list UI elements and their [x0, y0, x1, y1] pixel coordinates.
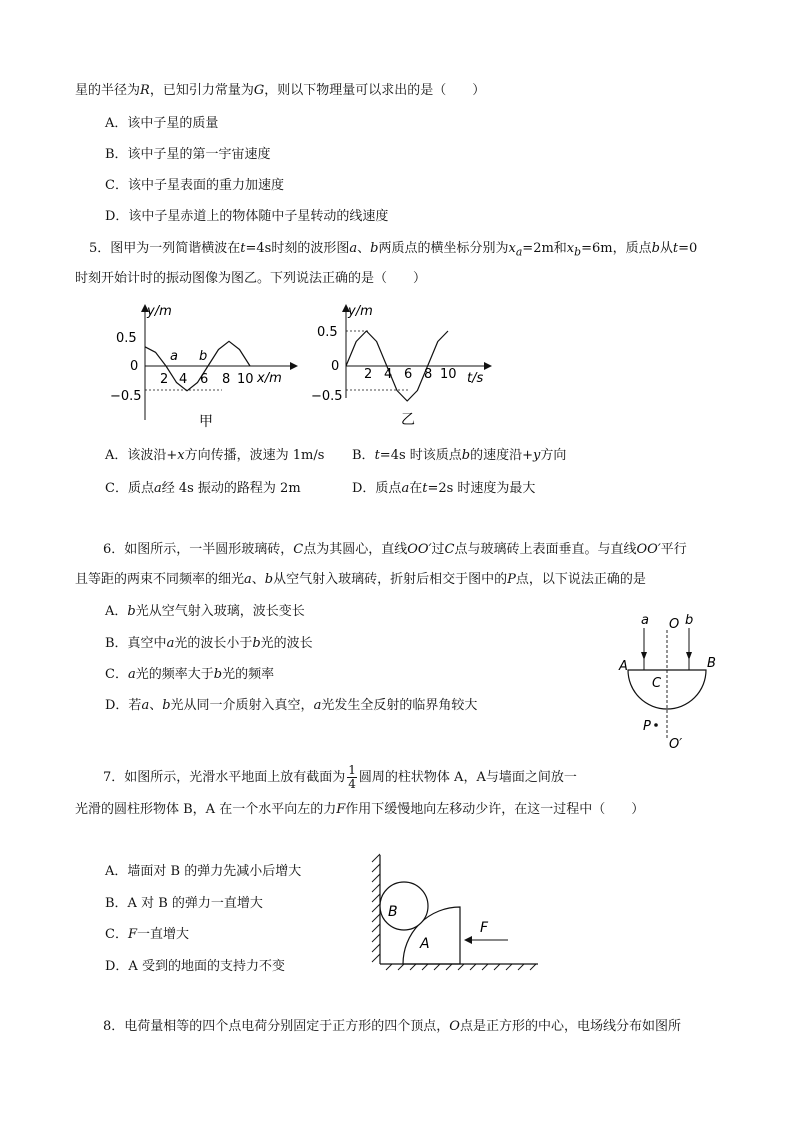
q6-option-d: D．若a、b光从同一介质射入真空，a光发生全反射的临界角较大: [105, 698, 478, 713]
label-A: A: [619, 659, 628, 674]
label-O-prime: O′: [669, 737, 683, 752]
y-tick-0.5: 0.5: [317, 325, 338, 340]
q4-option-d: D．该中子星赤道上的物体随中子星转动的线速度: [105, 209, 389, 224]
label-F: F: [480, 920, 489, 936]
x-tick-8: 8: [222, 372, 231, 387]
y-tick-0: 0: [331, 359, 340, 374]
y-tick--0.5: −0.5: [110, 389, 142, 404]
x-tick-6: 6: [200, 372, 209, 387]
q6-option-b: B．真空中a光的波长小于b光的波长: [105, 636, 313, 651]
y-tick--0.5: −0.5: [311, 389, 343, 404]
t-tick-10: 10: [440, 367, 457, 382]
y-axis-label: y/m: [147, 304, 172, 319]
x-tick-4: 4: [179, 372, 188, 387]
wall-hatching: [372, 854, 380, 962]
q6-stem-line2: 且等距的两束不同频率的细光a、b从空气射入玻璃砖，折射后相交于图中的P点，以下说法正确的是: [75, 572, 646, 587]
t-tick-6: 6: [404, 367, 413, 382]
label-A: A: [420, 936, 430, 952]
y-tick-0: 0: [130, 359, 139, 374]
q5-option-a: A．该波沿+x方向传播，波速为 1m/s: [105, 448, 325, 463]
label-b: b: [685, 613, 694, 628]
y-axis-label: y/m: [348, 304, 373, 319]
q7-stem-line1: 7．如图所示，光滑水平地面上放有截面为 $\frac{1}{4}$ 圆周的柱状物体 A，A与墙面之间放一: [103, 763, 577, 791]
q8-stem-line1: 8．电荷量相等的四个点电荷分别固定于正方形的四个顶点，O点是正方形的中心，电场线分布如图所: [103, 1019, 681, 1034]
label-B: B: [707, 656, 716, 671]
label-a: a: [641, 613, 649, 628]
ray-b-arrow: [686, 652, 692, 660]
q7-stem-line2: 光滑的圆柱形物体 B，A 在一个水平向左的力F作用下缓慢地向左移动少许，在这一过程中（ ）: [75, 802, 645, 817]
wall-cylinder-figure: [368, 850, 548, 975]
q7-option-d: D．A 受到的地面的支持力不变: [105, 959, 285, 974]
q6-stem-line1: 6．如图所示，一半圆形玻璃砖，C点为其圆心，直线OO′过C点与玻璃砖上表面垂直。与直线OO′平行: [103, 542, 687, 557]
x-axis-label: x/m: [257, 371, 282, 386]
fraction-one-quarter: $\frac{1}{4}$: [348, 763, 356, 791]
x-tick-2: 2: [160, 372, 169, 387]
t-axis-label: t/s: [467, 371, 484, 386]
force-f-arrowhead: [464, 936, 472, 944]
t-axis-arrow: [484, 362, 492, 370]
q5-option-c: C．质点a经 4s 振动的路程为 2m: [105, 481, 301, 496]
figure-caption-yi: 乙: [401, 412, 415, 428]
q7-option-c: C．F一直增大: [105, 927, 189, 942]
q4-stem-line: 星的半径为R，已知引力常量为G，则以下物理量可以求出的是（ ）: [75, 83, 486, 98]
ground-hatching: [386, 964, 536, 970]
vibration-figure-yi: [308, 298, 498, 430]
wave-figure-jia: [110, 298, 300, 430]
q6-option-a: A．b光从空气射入玻璃，波长变长: [105, 604, 305, 619]
point-b-label: b: [199, 349, 208, 364]
q6-option-c: C．a光的频率大于b光的频率: [105, 667, 275, 682]
point-p-dot: [654, 723, 658, 727]
q7-option-b: B．A 对 B 的弹力一直增大: [105, 896, 263, 911]
q4-option-b: B．该中子星的第一宇宙速度: [105, 147, 271, 162]
figure-caption-jia: 甲: [199, 414, 213, 430]
q5-option-b: B．t=4s 时该质点b的速度沿+y方向: [352, 448, 567, 463]
point-a-label: a: [170, 349, 178, 364]
q5-option-d: D．质点a在t=2s 时速度为最大: [352, 481, 536, 496]
label-C: C: [652, 676, 662, 691]
label-P: P: [643, 719, 651, 734]
label-o: O: [669, 617, 680, 632]
ray-a-arrow: [641, 652, 647, 660]
q4-option-a: A．该中子星的质量: [105, 116, 219, 131]
label-B: B: [388, 904, 398, 920]
q5-stem-line1: 5．图甲为一列简谐横波在t=4s时刻的波形图a、b两质点的横坐标分别为$x_a=2m$和$x_b=6m$，质点b从t=0: [89, 241, 698, 259]
t-tick-2: 2: [364, 367, 373, 382]
q4-option-c: C．该中子星表面的重力加速度: [105, 178, 284, 193]
t-tick-4: 4: [384, 367, 393, 382]
x-axis-arrow: [290, 362, 298, 370]
semicircle-glass-figure: [610, 608, 730, 758]
q7-option-a: A．墙面对 B 的弹力先减小后增大: [105, 864, 302, 879]
y-tick-0.5: 0.5: [116, 331, 137, 346]
q5-stem-line2: 时刻开始计时的振动图像为图乙。下列说法正确的是（ ）: [75, 271, 427, 286]
t-tick-8: 8: [424, 367, 433, 382]
x-tick-10: 10: [237, 372, 254, 387]
